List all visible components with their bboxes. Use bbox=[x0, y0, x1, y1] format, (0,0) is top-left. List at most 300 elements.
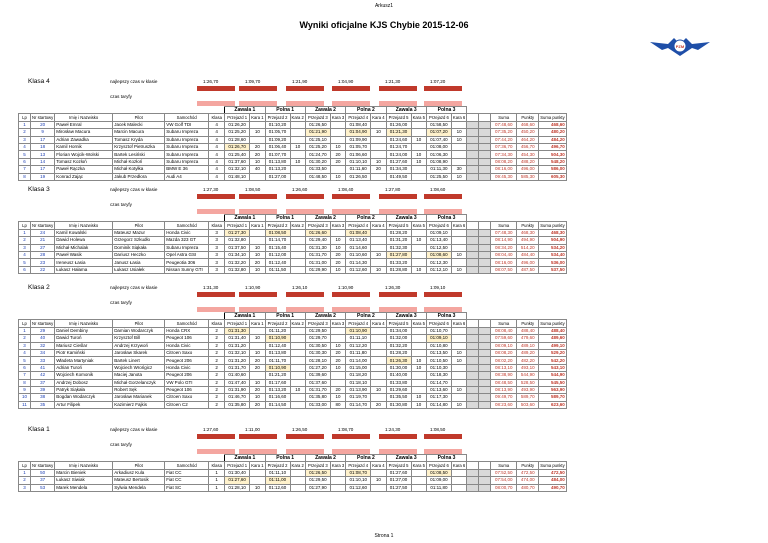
column-header: Kara 2 bbox=[291, 320, 304, 326]
table-row bbox=[19, 244, 567, 251]
points: 496,00 bbox=[517, 166, 539, 173]
table-cell bbox=[451, 469, 466, 476]
points-sum: 623,60 bbox=[539, 401, 566, 408]
table-cell: 01:13,90 bbox=[346, 386, 371, 393]
table-cell: 30 bbox=[451, 166, 466, 173]
table-cell: 10 bbox=[371, 129, 386, 136]
table-cell: Janusz Łasia bbox=[113, 259, 165, 266]
table-row bbox=[19, 229, 567, 236]
table-cell: 01:12,40 bbox=[265, 259, 290, 266]
table-cell: 01:34,10 bbox=[225, 251, 250, 258]
table-cell: Jakub Przedłora bbox=[113, 173, 165, 180]
table-cell: 01:07,40 bbox=[426, 136, 451, 143]
table-cell: 01:37,60 bbox=[225, 158, 250, 165]
table-cell bbox=[411, 166, 426, 173]
table-cell: 3 bbox=[209, 251, 225, 258]
table-cell: 28 bbox=[31, 251, 55, 258]
class-title: Klasa 2 bbox=[28, 284, 50, 291]
table-cell: 10 bbox=[330, 394, 345, 401]
time-sum: 08:09,10 bbox=[491, 342, 517, 349]
table-cell bbox=[411, 379, 426, 386]
column-header: Przejazd 2 bbox=[265, 320, 290, 327]
table-cell: Honda Civic bbox=[165, 364, 209, 371]
table-cell bbox=[330, 484, 345, 491]
header-blank bbox=[467, 313, 566, 320]
table-cell: 4 bbox=[209, 136, 225, 143]
table-cell: 01:09,20 bbox=[265, 136, 290, 143]
table-cell: 01:32,00 bbox=[386, 335, 411, 342]
table-cell bbox=[371, 237, 386, 244]
table-cell bbox=[467, 327, 479, 334]
table-cell: 35 bbox=[31, 401, 55, 408]
points-sum: 484,00 bbox=[539, 477, 566, 484]
column-header: Lp bbox=[19, 320, 31, 327]
points-sum: 490,70 bbox=[539, 484, 566, 491]
table-cell bbox=[371, 173, 386, 180]
table-cell: 10 bbox=[250, 484, 265, 491]
column-header bbox=[467, 222, 479, 229]
table-cell: Honda Civic bbox=[165, 342, 209, 349]
table-cell bbox=[479, 244, 491, 251]
table-cell: 20 bbox=[250, 259, 265, 266]
table-cell bbox=[330, 335, 345, 342]
table-cell: 4 bbox=[19, 143, 31, 150]
time-sum: 07:48,30 bbox=[491, 229, 517, 236]
best-time-label: najlepszy czas w klasie bbox=[110, 79, 158, 84]
table-cell: Marcin Bieniek bbox=[55, 469, 113, 476]
column-header: Punkty bbox=[517, 462, 539, 469]
table-cell: 01:37,60 bbox=[305, 379, 330, 386]
best-time-bar bbox=[286, 194, 324, 199]
table-cell: Honda Civic bbox=[165, 229, 209, 236]
table-cell: Bogdan Wodarczyk bbox=[55, 394, 113, 401]
table-cell: 01:08,50 bbox=[265, 229, 290, 236]
table-cell: 20 bbox=[250, 357, 265, 364]
table-cell: 01:11,00 bbox=[265, 477, 290, 484]
points: 494,90 bbox=[517, 237, 539, 244]
table-cell: 17 bbox=[31, 166, 55, 173]
table-cell: 10 bbox=[411, 401, 426, 408]
table-cell: 01:24,00 bbox=[386, 151, 411, 158]
points-sum: 484,20 bbox=[539, 136, 566, 143]
table-cell: 2 bbox=[209, 379, 225, 386]
table-cell: 01:17,30 bbox=[426, 394, 451, 401]
table-row bbox=[19, 266, 567, 273]
table-cell: 01:40,00 bbox=[386, 372, 411, 379]
table-cell: 23 bbox=[31, 259, 55, 266]
points: 589,70 bbox=[517, 394, 539, 401]
column-header: Kara 3 bbox=[331, 114, 345, 120]
table-cell bbox=[290, 349, 305, 356]
table-cell: 10 bbox=[250, 251, 265, 258]
best-time-bar bbox=[239, 292, 277, 297]
time-sum: 07:54,00 bbox=[491, 477, 517, 484]
points-sum: 504,30 bbox=[539, 151, 566, 158]
table-cell bbox=[467, 121, 479, 128]
column-header: Przejazd 1 bbox=[225, 222, 250, 229]
table-cell: 01:25,20 bbox=[305, 143, 330, 150]
table-cell bbox=[290, 266, 305, 273]
table-cell: 01:07,20 bbox=[426, 129, 451, 136]
table-cell bbox=[467, 151, 479, 158]
points-sum: 496,70 bbox=[539, 143, 566, 150]
column-header: Kara 3 bbox=[331, 462, 345, 468]
table-cell: Tomasz Kryda bbox=[113, 136, 165, 143]
table-cell: 10 bbox=[411, 237, 426, 244]
table-cell: 2 bbox=[19, 477, 31, 484]
table-cell: 01:48,10 bbox=[225, 173, 250, 180]
table-cell bbox=[290, 357, 305, 364]
time-sum: 08:16,00 bbox=[491, 166, 517, 173]
table-cell: 2 bbox=[209, 335, 225, 342]
points: 493,90 bbox=[517, 386, 539, 393]
table-cell: Peugeot 106 bbox=[165, 335, 209, 342]
table-cell bbox=[479, 484, 491, 491]
best-time-bar bbox=[197, 292, 235, 297]
table-cell: 01:27,60 bbox=[225, 477, 250, 484]
table-cell: 01:14,80 bbox=[426, 401, 451, 408]
points: 456,70 bbox=[517, 143, 539, 150]
table-cell: 01:10,10 bbox=[346, 158, 371, 165]
time-sum: 08:08,20 bbox=[491, 158, 517, 165]
table-cell: 39 bbox=[31, 386, 55, 393]
column-header: Suma punkty bbox=[540, 114, 565, 120]
table-cell: 1 bbox=[19, 469, 31, 476]
column-header: Kara 1 bbox=[251, 320, 264, 326]
table-cell: 10 bbox=[411, 266, 426, 273]
table-cell bbox=[250, 327, 265, 334]
table-cell bbox=[479, 143, 491, 150]
table-row bbox=[19, 469, 567, 476]
table-cell: 01:14,30 bbox=[346, 259, 371, 266]
table-cell bbox=[371, 379, 386, 386]
column-header: Przejazd 2 bbox=[265, 222, 290, 229]
table-cell bbox=[371, 327, 386, 334]
points-sum: 504,90 bbox=[539, 237, 566, 244]
column-header: Kara 4 bbox=[372, 222, 385, 228]
table-cell bbox=[451, 158, 466, 165]
table-cell bbox=[411, 342, 426, 349]
table-cell: 01:07,70 bbox=[265, 151, 290, 158]
column-header: Imię i Nazwisko bbox=[55, 320, 113, 327]
best-time-value: 1:26,10 bbox=[292, 285, 308, 290]
table-cell: 10 bbox=[411, 357, 426, 364]
column-header: Kara 2 bbox=[291, 114, 304, 120]
column-header: Kara 4 bbox=[372, 320, 385, 326]
table-cell: Subaru Impreza bbox=[165, 244, 209, 251]
table-cell bbox=[290, 244, 305, 251]
table-cell: 01:34,30 bbox=[386, 166, 411, 173]
header-blank bbox=[19, 107, 225, 114]
time-sum: 08:13,10 bbox=[491, 364, 517, 371]
points: 585,30 bbox=[517, 173, 539, 180]
table-cell: 01:28,60 bbox=[225, 136, 250, 143]
table-cell: 10 bbox=[411, 151, 426, 158]
table-cell: 01:19,70 bbox=[346, 394, 371, 401]
table-cell: 3 bbox=[209, 229, 225, 236]
table-cell: 17 bbox=[31, 136, 55, 143]
column-header: Kara 1 bbox=[251, 114, 264, 120]
table-cell bbox=[479, 477, 491, 484]
points-sum: 529,20 bbox=[539, 349, 566, 356]
table-cell: 01:12,60 bbox=[265, 484, 290, 491]
points: 487,50 bbox=[517, 266, 539, 273]
table-cell: 01:30,20 bbox=[305, 158, 330, 165]
table-cell bbox=[479, 349, 491, 356]
points: 488,40 bbox=[517, 327, 539, 334]
table-cell: 01:10,90 bbox=[265, 364, 290, 371]
table-cell: Patryk Siąkała bbox=[55, 386, 113, 393]
column-header: Kara 5 bbox=[412, 222, 425, 228]
points-sum: 488,40 bbox=[539, 327, 566, 334]
table-cell bbox=[290, 151, 305, 158]
table-cell: 53 bbox=[31, 484, 55, 491]
table-cell: 01:14,00 bbox=[346, 357, 371, 364]
table-cell: 2 bbox=[19, 237, 31, 244]
table-cell: 27 bbox=[31, 244, 55, 251]
table-cell: 01:25,50 bbox=[426, 173, 451, 180]
table-cell: 01:31,00 bbox=[305, 259, 330, 266]
table-row bbox=[19, 357, 567, 364]
points: 489,10 bbox=[517, 342, 539, 349]
table-cell: 01:13,20 bbox=[265, 166, 290, 173]
table-cell: Jacek Malecki bbox=[113, 121, 165, 128]
stage-name: Zawala 2 bbox=[305, 107, 345, 114]
best-time-value: 1:08,40 bbox=[338, 187, 354, 192]
column-header: Przejazd 3 bbox=[305, 462, 330, 469]
table-cell: Subaru Impreza bbox=[165, 151, 209, 158]
table-cell: 10 bbox=[371, 158, 386, 165]
table-cell: VW Golf TDI bbox=[165, 121, 209, 128]
table-cell: 01:14,70 bbox=[346, 401, 371, 408]
stage-name: Polna 1 bbox=[265, 455, 305, 462]
table-cell bbox=[479, 237, 491, 244]
table-row bbox=[19, 259, 567, 266]
table-cell: 10 bbox=[371, 266, 386, 273]
table-cell: 01:10,90 bbox=[265, 335, 290, 342]
table-cell bbox=[467, 484, 479, 491]
table-cell bbox=[467, 335, 479, 342]
table-row bbox=[19, 386, 567, 393]
table-cell: 50 bbox=[31, 469, 55, 476]
table-cell bbox=[290, 229, 305, 236]
table-cell: 01:33,50 bbox=[305, 166, 330, 173]
table-row bbox=[19, 136, 567, 143]
table-cell: 01:32,20 bbox=[225, 259, 250, 266]
table-cell: 01:31,70 bbox=[305, 251, 330, 258]
points-sum: 605,30 bbox=[539, 173, 566, 180]
column-header: Przejazd 4 bbox=[346, 114, 371, 121]
time-sum: 08:48,50 bbox=[491, 379, 517, 386]
table-cell bbox=[451, 342, 466, 349]
table-cell: 2 bbox=[209, 401, 225, 408]
time-sum: 09:49,70 bbox=[491, 394, 517, 401]
table-cell: 8 bbox=[19, 379, 31, 386]
table-cell bbox=[330, 166, 345, 173]
table-cell: 01:12,30 bbox=[426, 259, 451, 266]
table-cell: 01:34,00 bbox=[386, 327, 411, 334]
table-cell: 01:18,20 bbox=[346, 372, 371, 379]
table-cell: 01:13,80 bbox=[265, 349, 290, 356]
table-cell: 10 bbox=[330, 266, 345, 273]
table-cell: Mateusz Mazur bbox=[113, 229, 165, 236]
table-cell bbox=[411, 349, 426, 356]
column-header bbox=[467, 114, 479, 121]
table-cell: 2 bbox=[209, 349, 225, 356]
time-sum: 08:02,20 bbox=[491, 357, 517, 364]
table-cell: 8 bbox=[19, 173, 31, 180]
table-cell: 9 bbox=[19, 386, 31, 393]
table-cell: 01:31,90 bbox=[225, 386, 250, 393]
table-cell bbox=[250, 372, 265, 379]
time-sum: 08:34,20 bbox=[491, 244, 517, 251]
table-cell: 1 bbox=[19, 327, 31, 334]
table-cell: 20 bbox=[330, 357, 345, 364]
table-cell: Citroen Saxo bbox=[165, 349, 209, 356]
table-cell: Subaru Impreza bbox=[165, 158, 209, 165]
table-cell: 01:11,50 bbox=[265, 266, 290, 273]
best-time-label: najlepszy czas w klasie bbox=[110, 285, 158, 290]
best-time-value: 1:11,00 bbox=[245, 427, 260, 432]
best-time-value: 1:31,30 bbox=[203, 285, 219, 290]
stage-name: Polna 1 bbox=[265, 215, 305, 222]
table-cell: 10 bbox=[330, 244, 345, 251]
column-header: Lp bbox=[19, 114, 31, 121]
table-cell: 01:35,80 bbox=[225, 401, 250, 408]
table-cell bbox=[479, 379, 491, 386]
best-time-bar bbox=[424, 86, 462, 91]
table-cell: 01:12,60 bbox=[346, 484, 371, 491]
column-header: Suma bbox=[491, 114, 517, 121]
table-cell bbox=[467, 229, 479, 236]
table-cell: 01:37,50 bbox=[225, 244, 250, 251]
table-cell: 01:29,50 bbox=[305, 327, 330, 334]
stage-header-row bbox=[19, 107, 567, 114]
table-cell: 01:16,60 bbox=[265, 394, 290, 401]
time-sum: 08:00,70 bbox=[491, 484, 517, 491]
table-cell: 01:15,40 bbox=[265, 244, 290, 251]
stage-name: Zawala 1 bbox=[225, 313, 265, 320]
stage-name: Zawala 1 bbox=[225, 455, 265, 462]
table-cell bbox=[451, 484, 466, 491]
best-time-value: 1:26,50 bbox=[292, 427, 308, 432]
column-header bbox=[479, 462, 491, 469]
table-cell: Fiat SC bbox=[165, 484, 209, 491]
table-cell: 01:11,80 bbox=[346, 349, 371, 356]
column-header: Przejazd 4 bbox=[346, 462, 371, 469]
table-cell bbox=[467, 342, 479, 349]
header-blank bbox=[19, 455, 225, 462]
table-row bbox=[19, 379, 567, 386]
column-header: Suma bbox=[491, 462, 517, 469]
table-cell: 01:29,60 bbox=[386, 386, 411, 393]
table-cell bbox=[411, 484, 426, 491]
pzm-logo-icon bbox=[648, 34, 712, 64]
table-cell bbox=[451, 477, 466, 484]
table-row bbox=[19, 349, 567, 356]
table-cell: 01:31,20 bbox=[225, 342, 250, 349]
table-cell: 10 bbox=[411, 394, 426, 401]
table-cell: 01:25,10 bbox=[305, 136, 330, 143]
table-cell: 01:46,70 bbox=[225, 394, 250, 401]
table-cell: 01:10,90 bbox=[346, 327, 371, 334]
table-cell: 01:29,90 bbox=[305, 266, 330, 273]
table-cell: 10 bbox=[451, 386, 466, 393]
time-sum: 07:36,70 bbox=[491, 143, 517, 150]
table-cell: Kamil Kowalski bbox=[55, 229, 113, 236]
table-cell: Kamil Hornik bbox=[55, 143, 113, 150]
page-title: Wyniki oficjalne KJS Chybie 2015-12-06 bbox=[299, 20, 469, 30]
table-cell: 01:27,50 bbox=[386, 484, 411, 491]
table-cell: 4 bbox=[209, 121, 225, 128]
table-row bbox=[19, 173, 567, 180]
table-cell: 01:13,80 bbox=[265, 158, 290, 165]
table-cell bbox=[467, 386, 479, 393]
table-cell: 01:30,00 bbox=[386, 364, 411, 371]
table-cell bbox=[451, 327, 466, 334]
column-header: Klasa bbox=[209, 462, 225, 469]
stage-name: Polna 2 bbox=[346, 215, 386, 222]
table-cell: 01:26,30 bbox=[386, 357, 411, 364]
table-cell bbox=[371, 372, 386, 379]
table-cell: 3 bbox=[209, 266, 225, 273]
table-cell: 01:13,40 bbox=[426, 237, 451, 244]
table-cell bbox=[290, 394, 305, 401]
table-cell bbox=[250, 477, 265, 484]
table-cell bbox=[467, 129, 479, 136]
column-header: Kara 6 bbox=[452, 222, 466, 228]
table-cell: Michał Gorzelanczyk bbox=[113, 379, 165, 386]
table-cell bbox=[479, 372, 491, 379]
column-header: Przejazd 6 bbox=[426, 462, 451, 469]
column-header: Klasa bbox=[209, 114, 225, 121]
table-cell: 01:09,00 bbox=[426, 477, 451, 484]
table-cell: Robert Sęk bbox=[113, 386, 165, 393]
column-header: Kara 5 bbox=[412, 320, 425, 326]
table-cell: 10 bbox=[330, 173, 345, 180]
table-cell: Mazda 323 GT bbox=[165, 237, 209, 244]
table-cell: Grzegorz Szkudło bbox=[113, 237, 165, 244]
table-cell: 4 bbox=[209, 173, 225, 180]
table-cell: Peugeot 106 bbox=[165, 386, 209, 393]
table-cell: 01:32,80 bbox=[225, 266, 250, 273]
points-sum: 544,90 bbox=[539, 372, 566, 379]
table-cell: 6 bbox=[19, 266, 31, 273]
table-cell: 10 bbox=[330, 364, 345, 371]
table-cell: 01:27,60 bbox=[386, 158, 411, 165]
points-sum: 489,60 bbox=[539, 335, 566, 342]
table-row bbox=[19, 129, 567, 136]
table-cell bbox=[290, 372, 305, 379]
table-cell bbox=[467, 394, 479, 401]
points: 474,00 bbox=[517, 477, 539, 484]
table-cell bbox=[467, 166, 479, 173]
table-cell bbox=[290, 401, 305, 408]
column-header: Nr startowy bbox=[32, 320, 54, 326]
tarif-label: czas taryfy bbox=[110, 300, 132, 305]
table-cell: 10 bbox=[451, 357, 466, 364]
best-time-value: 1:09,70 bbox=[245, 79, 261, 84]
column-header: Suma punkty bbox=[540, 222, 565, 228]
header-blank bbox=[467, 215, 566, 222]
table-cell: 11 bbox=[19, 401, 31, 408]
table-cell: Peugeot 206 bbox=[165, 357, 209, 364]
table-cell: 01:08,00 bbox=[426, 143, 451, 150]
table-cell bbox=[250, 173, 265, 180]
table-cell: 01:10,60 bbox=[346, 251, 371, 258]
stage-header-row bbox=[19, 313, 567, 320]
points: 484,40 bbox=[517, 251, 539, 258]
